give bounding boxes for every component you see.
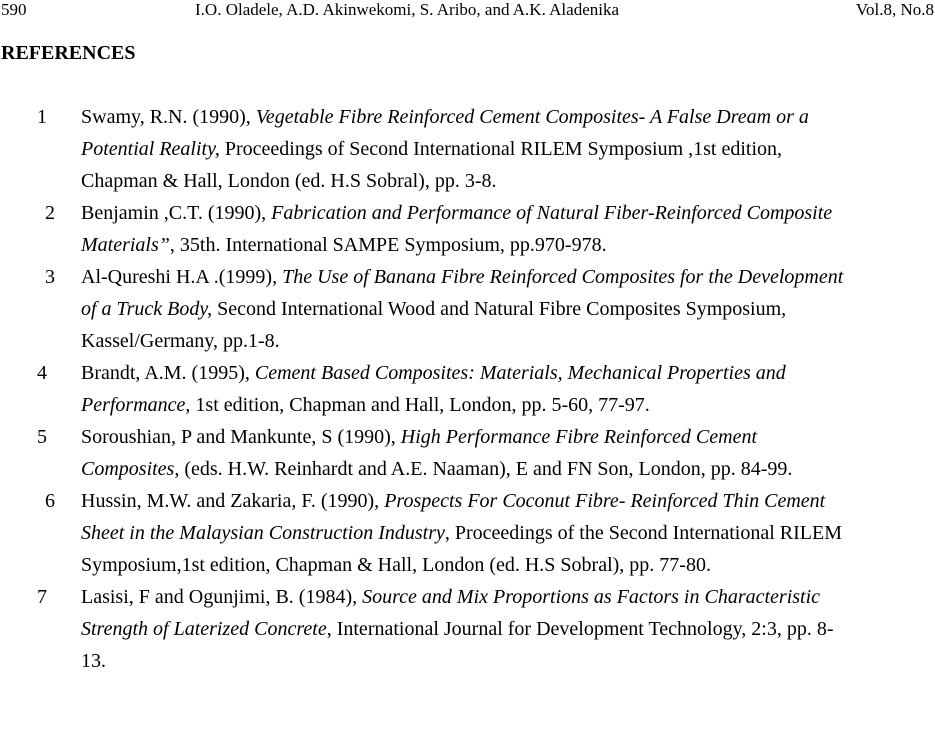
reference-number: 6 (45, 490, 55, 512)
reference-title: Cement Based Composites: Materials, Mechanical Properties and Performance (81, 362, 786, 416)
reference-authors: Benjamin ,C.T. (1990), (81, 202, 272, 224)
reference-authors: Al-Qureshi H.A .(1999), (81, 266, 283, 288)
reference-number: 3 (45, 266, 55, 288)
reference-source: , International Journal for Development Technology, 2:3, pp. 8-13. (81, 618, 834, 672)
reference-list (0, 101, 935, 677)
reference-number: 1 (37, 106, 47, 128)
reference-source: , 1st edition, Chapman and Hall, London, pp. 5-60, 77-97. (185, 394, 650, 416)
reference-authors: Brandt, A.M. (1995), (81, 362, 255, 384)
reference-item (0, 101, 854, 197)
running-header (0, 0, 935, 22)
reference-item (0, 357, 854, 421)
reference-authors: Hussin, M.W. and Zakaria, F. (1990), (81, 490, 385, 512)
reference-title: Source and Mix Proportions as Factors in Characteristic Strength of Laterized Concrete (81, 586, 821, 640)
section-title: REFERENCES (1, 42, 136, 64)
reference-number: 2 (45, 202, 55, 224)
reference-source: Proceedings of Second International RILEM Symposium ,1st edition, Chapman & Hall, London (ed. H.S Sobral), pp. 3-8. (81, 138, 783, 192)
page-number: 590 (1, 0, 27, 19)
reference-source: , 35th. International SAMPE Symposium, pp.970-978. (169, 234, 607, 256)
reference-title: High Performance Fibre Reinforced Cement Composites (81, 426, 757, 480)
reference-item (0, 421, 854, 485)
reference-number: 7 (37, 586, 47, 608)
reference-item (0, 197, 854, 261)
reference-authors: Lasisi, F and Ogunjimi, B. (1984), (81, 586, 363, 608)
header-volume: Vol.8, No.8 (855, 0, 934, 19)
reference-source: Second International Wood and Natural Fibre Composites Symposium, Kassel/Germany, pp.1-8. (81, 298, 787, 352)
reference-title: Prospects For Coconut Fibre- Reinforced Thin Cement Sheet in the Malaysian Construction Industry (81, 490, 826, 544)
reference-number: 4 (37, 362, 47, 384)
reference-source: , (eds. H.W. Reinhardt and A.E. Naaman), E and FN Son, London, pp. 84-99. (174, 458, 793, 480)
reference-authors: Swamy, R.N. (1990), (81, 106, 256, 128)
reference-authors: Soroushian, P and Mankunte, S (1990), (81, 426, 401, 448)
reference-title: Fabrication and Performance of Natural Fiber-Reinforced Composite Materials” (81, 202, 833, 256)
reference-title: Vegetable Fibre Reinforced Cement Composites- A False Dream or a Potential Reality, (81, 106, 809, 160)
reference-item (0, 581, 854, 677)
header-authors: I.O. Oladele, A.D. Akinwekomi, S. Aribo, and A.K. Aladenika (195, 0, 620, 19)
reference-number: 5 (37, 426, 47, 448)
reference-source: , Proceedings of the Second International RILEM Symposium,1st edition, Chapman & Hall, London (ed. H.S Sobral), pp. 77-80. (81, 522, 842, 576)
reference-item (0, 261, 854, 357)
reference-item (0, 485, 854, 581)
reference-title: The Use of Banana Fibre Reinforced Composites for the Development of a Truck Body, (81, 266, 844, 320)
